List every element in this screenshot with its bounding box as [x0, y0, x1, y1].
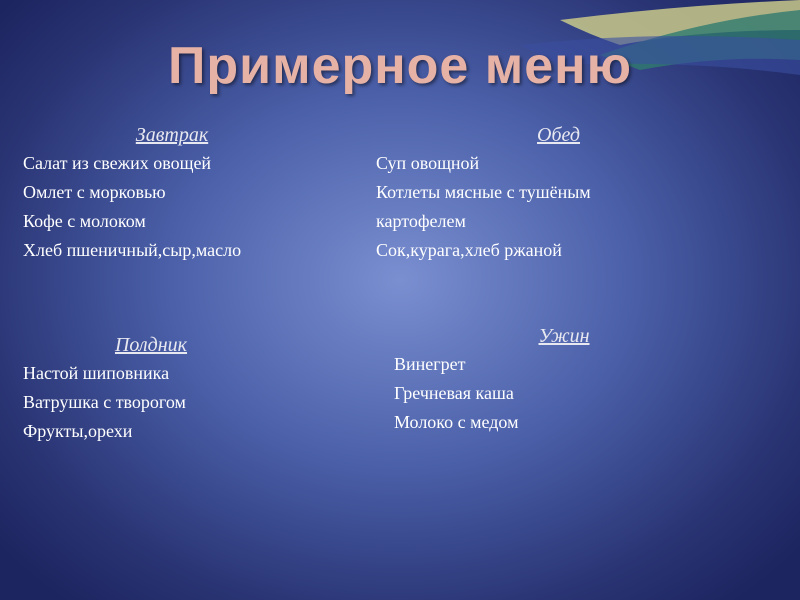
snack-section — [23, 334, 323, 446]
lunch-heading: Обед — [537, 124, 580, 146]
lunch-section — [376, 124, 676, 265]
list-item: Сок,курага,хлеб ржаной — [376, 240, 562, 260]
list-item: Ватрушка с творогом — [23, 392, 186, 412]
snack-heading: Полдник — [114, 334, 188, 356]
list-item: Суп овощной — [376, 153, 480, 173]
list-item: Винегрет — [394, 354, 466, 374]
dinner-heading: Ужин — [538, 325, 590, 347]
list-item: Салат из свежих овощей — [23, 153, 212, 173]
breakfast-heading: Завтрак — [135, 124, 209, 146]
list-item: Хлеб пшеничный,сыр,масло — [23, 240, 242, 260]
list-item: Кофе с молоком — [23, 211, 146, 231]
list-item: Котлеты мясные с тушёным — [376, 182, 591, 202]
list-item: Фрукты,орехи — [23, 421, 133, 441]
breakfast-section — [23, 124, 323, 265]
dinner-section — [394, 325, 694, 437]
list-item: Гречневая каша — [394, 383, 514, 403]
list-item: картофелем — [376, 211, 466, 231]
list-item: Настой шиповника — [23, 363, 170, 383]
page-title: Примерное меню — [168, 37, 632, 95]
list-item: Омлет с морковью — [23, 182, 166, 202]
list-item: Молоко с медом — [394, 412, 519, 432]
